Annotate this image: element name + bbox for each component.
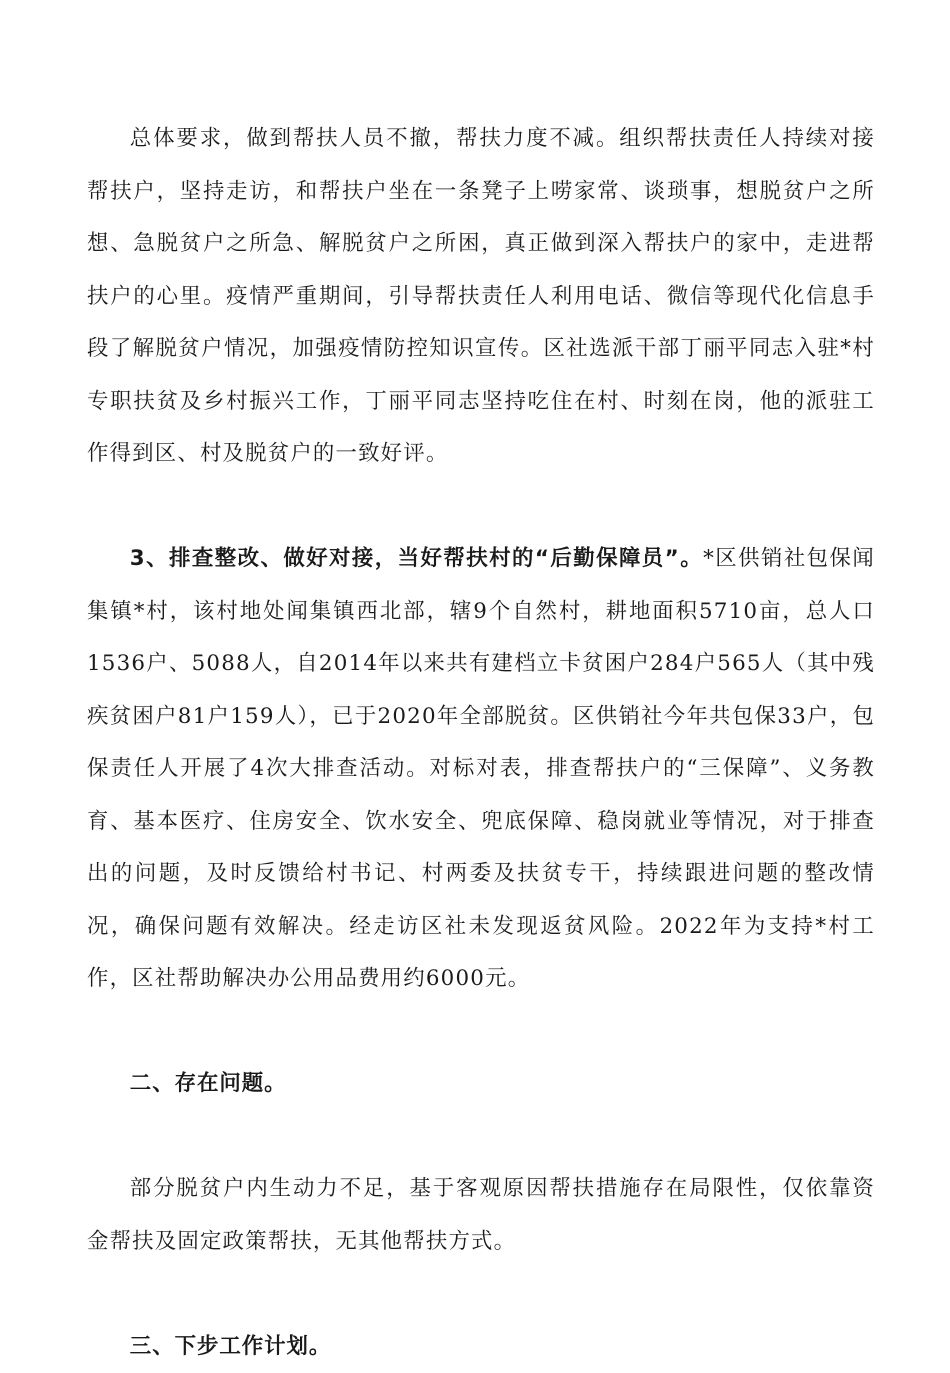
paragraph-spacer: [87, 481, 875, 534]
paragraph-spacer: [87, 1006, 875, 1059]
paragraph-spacer: [87, 1268, 875, 1321]
paragraph-text: 部分脱贫户内生动力不足，基于客观原因帮扶措施存在局限性，仅依靠资金帮扶及固定政策帮扶，无其他帮扶方式。: [87, 1176, 875, 1254]
section-heading-next-steps: 三、下步工作计划。: [87, 1321, 875, 1373]
paragraph-text: *区供销社包保闻集镇*村，该村地处闻集镇西北部，辖9个自然村，耕地面积5710亩，总人口1536户、5088人，自2014年以来共有建档立卡贫困户284户565人（其中残疾贫困户81户159人），已于2020年全部脱贫。区供销社今年共包保33户，包保责任人开展了4次大排查活动。对标对表，排查帮扶户的“三保障”、义务教育、基本医疗、住房安全、饮水安全、兜底保障、稳岗就业等情况，对于排查出的问题，及时反馈给村书记、村两委及扶贫专干，持续跟进问题的整改情况，确保问题有效解决。经走访区社未发现返贫风险。2022年为支持*村工作，区社帮助解决办公用品费用约6000元。: [87, 546, 875, 991]
document-body: [87, 113, 875, 1373]
paragraph-overall-requirements: [87, 113, 875, 481]
paragraph-text: 总体要求，做到帮扶人员不撤，帮扶力度不减。组织帮扶责任人持续对接帮扶户，坚持走访，和帮扶户坐在一条凳子上唠家常、谈琐事，想脱贫户之所想、急脱贫户之所急、解脱贫户之所困，真正做到深入帮扶户的家中，走进帮扶户的心里。疫情严重期间，引导帮扶责任人利用电话、微信等现代化信息手段了解脱贫户情况，加强疫情防控知识宣传。区社选派干部丁丽平同志入驻*村专职扶贫及乡村振兴工作，丁丽平同志坚持吃住在村、时刻在岗，他的派驻工作得到区、村及脱贫户的一致好评。: [87, 126, 875, 466]
paragraph-spacer: [87, 1111, 875, 1164]
section-heading-problems: 二、存在问题。: [87, 1058, 875, 1111]
paragraph-item-3: [87, 533, 875, 1006]
paragraph-problems: [87, 1163, 875, 1268]
item-3-heading: 3、排查整改、做好对接，当好帮扶村的“后勤保障员”。: [130, 546, 703, 571]
